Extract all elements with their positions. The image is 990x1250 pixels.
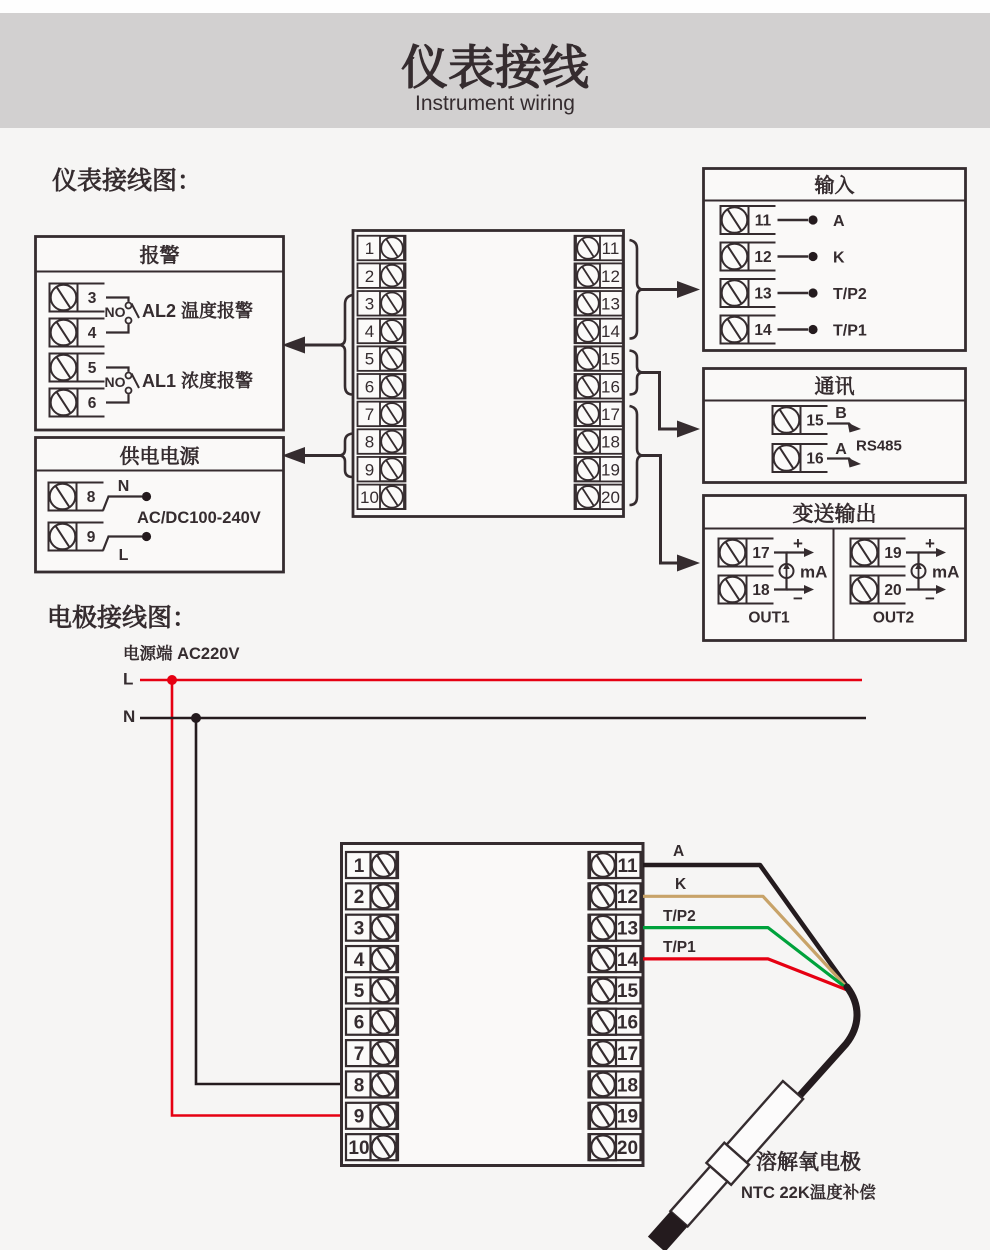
mains-label: 电源端 AC220V [123,645,240,663]
terminal-number: 18 [601,432,620,452]
input-box-title: 输入 [814,175,855,197]
out1-plus-label: + [793,534,803,553]
terminal-number: 16 [616,1012,639,1034]
terminal-number: 3 [353,918,365,940]
sensor-wire-label: K [675,876,687,893]
terminal-number: 7 [364,405,375,425]
relay2-label: AL1 浓度报警 [142,371,254,391]
sensor-wire-label: T/P2 [663,908,696,925]
terminal-number: 8 [353,1075,365,1097]
terminal-number: 3 [87,290,97,307]
terminal-number: 4 [353,949,365,971]
neutral-line-label: N [123,707,136,726]
terminal-number: 6 [87,395,97,412]
comm-arrowhead-icon [677,421,700,438]
terminal-number: 19 [884,545,902,562]
live-junction-dot [142,532,151,541]
out1-minus-label: − [793,589,803,608]
terminal-number: 6 [364,377,375,397]
live-branch-wire [172,680,341,1116]
input-junction-dot [808,252,817,261]
comm-protocol-label: RS485 [856,437,902,455]
terminal-number: 17 [616,1043,639,1065]
probe-note-label: NTC 22K温度补偿 [741,1184,876,1202]
input-junction-dot [808,325,817,334]
terminal-number: 15 [806,412,824,430]
terminal-number: 11 [617,855,638,877]
terminal-number: 16 [806,450,824,468]
electrode-section-heading: 电极接线图： [47,604,198,632]
terminal-number: 17 [752,545,770,562]
alarm-box-title: 报警 [139,245,180,267]
terminal-number: 4 [87,325,97,342]
terminal-number: 15 [616,981,639,1003]
terminal-number: 14 [616,949,639,971]
comm-box-title: 通讯 [814,376,855,398]
relay1-contact-type: NO [104,304,126,320]
input-signal-label: T/P1 [833,322,867,340]
terminal-number: 19 [616,1106,639,1128]
output-box [704,496,966,641]
output-box-title: 变送输出 [792,503,877,526]
terminal-number: 3 [364,294,375,314]
out2-name-label: OUT2 [872,609,915,627]
sensor-wire-a [643,865,847,987]
input-junction-dot [808,215,817,224]
out2-plus-label: + [925,534,935,553]
page-subtitle: Instrument wiring [415,92,575,115]
terminal-number: 9 [353,1106,365,1128]
terminal-number: 20 [616,1137,639,1159]
input-signal-label: A [833,213,845,230]
live-line-label: L [123,669,134,689]
terminal-number: 13 [616,918,639,940]
terminal-number: 9 [364,460,375,480]
terminal-number: 18 [752,582,770,599]
terminal-number: 12 [754,249,772,266]
live-label: L [118,547,129,564]
comm-signal-label: B [835,405,847,422]
terminal-number: 5 [353,981,365,1003]
comm-arrow-shaft [641,373,677,430]
terminal-number: 2 [353,887,365,909]
terminal-number: 10 [348,1137,370,1159]
power-arrowhead-icon [282,447,305,464]
terminal-number: 14 [754,322,772,339]
input-junction-dot [808,288,817,297]
terminal-number: 1 [353,855,365,877]
terminal-number: 8 [364,432,375,452]
out1-unit-label: mA [800,562,828,582]
terminal-number: 4 [364,322,375,342]
relay2-contact-type: NO [104,374,126,390]
neutral-branch-wire [196,718,341,1084]
terminal-number: 20 [601,487,620,507]
terminal-number: 15 [601,349,620,369]
page-title: 仪表接线 [401,41,589,94]
terminal-number: 14 [601,322,620,342]
terminal-number: 12 [601,266,620,286]
neutral-label: N [117,478,130,495]
power-rating-label: AC/DC100-240V [137,509,261,527]
out2-minus-label: − [925,589,935,608]
output-arrow-shaft [641,456,677,564]
terminal-number: 12 [616,887,639,909]
sensor-wire-label: A [673,843,685,860]
terminal-number: 17 [601,405,620,425]
comm-box [704,369,966,483]
top-white-strip [0,0,990,13]
output-arrowhead-icon [677,555,700,572]
comm-signal-label: A [835,441,847,458]
neutral-junction-dot [142,492,151,501]
terminal-number: 11 [754,212,772,230]
probe-cable [794,987,857,1102]
out2-unit-label: mA [932,562,960,582]
terminal-number: 13 [754,285,772,303]
terminal-number: 9 [86,529,96,546]
terminal-number: 1 [364,239,375,259]
terminal-number: 5 [87,360,97,377]
terminal-number: 5 [364,349,375,369]
terminal-number: 6 [353,1012,365,1034]
header-band [0,0,990,128]
input-signal-label: T/P2 [833,286,867,303]
terminal-number: 20 [884,582,902,599]
terminal-number: 16 [601,377,620,397]
relay1-label: AL2 温度报警 [142,301,254,321]
alarm-arrowhead-icon [282,337,305,354]
input-signal-label: K [833,249,845,267]
sensor-wire-label: T/P1 [663,939,696,956]
terminal-number: 13 [601,294,620,314]
probe-shaft [670,1166,727,1226]
out1-name-label: OUT1 [748,609,790,627]
input-arrowhead-icon [677,281,700,298]
terminal-number: 18 [616,1075,639,1097]
terminal-number: 8 [86,489,96,506]
terminal-number: 10 [360,487,379,507]
terminal-number: 11 [601,239,620,259]
probe-name-label: 溶解氧电极 [756,1151,861,1174]
terminal-number: 19 [601,460,620,480]
terminal-number: 7 [353,1043,365,1065]
terminal-number: 2 [364,266,375,286]
power-box-title: 供电电源 [119,446,200,468]
electrode-diagram [123,643,876,1250]
instrument-section-heading: 仪表接线图： [52,167,203,195]
